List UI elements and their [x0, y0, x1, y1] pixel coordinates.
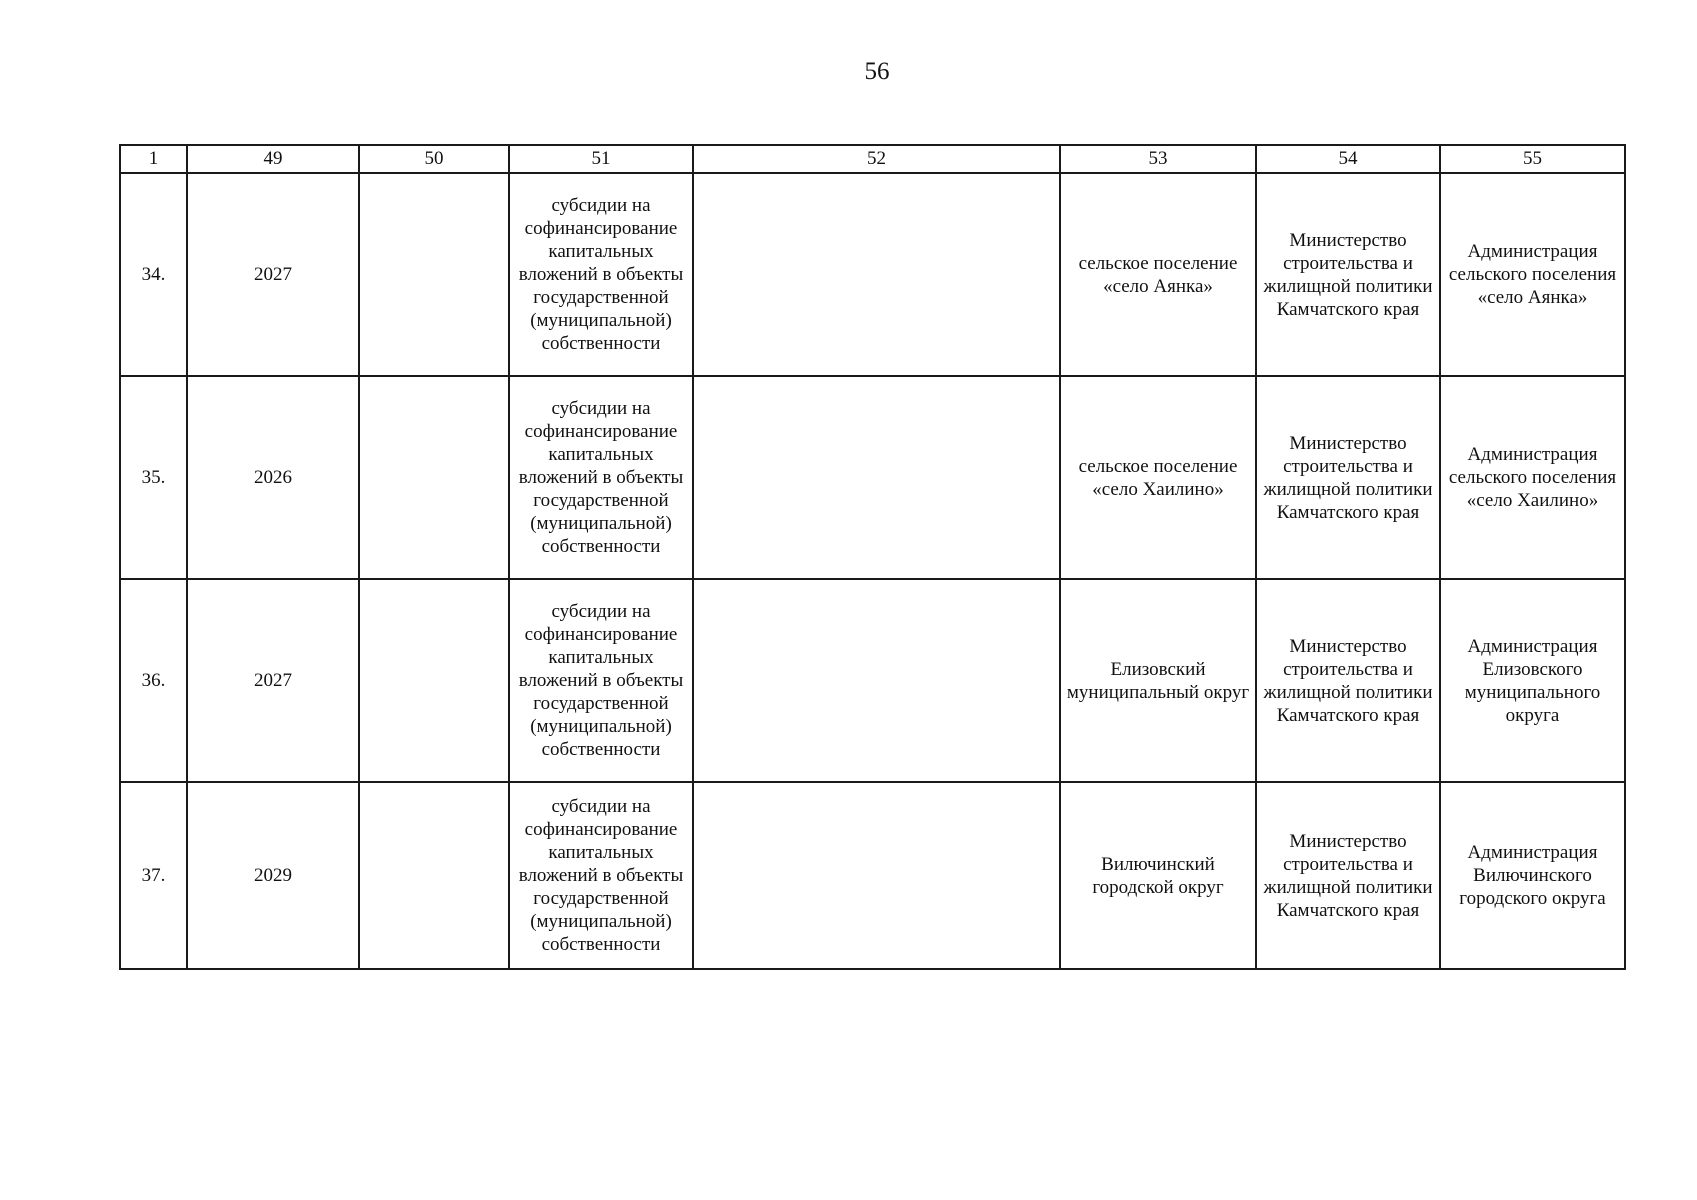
empty-cell [359, 579, 509, 782]
year-cell: 2026 [187, 376, 359, 579]
municipality-cell: Елизовский муниципальный округ [1060, 579, 1256, 782]
empty-cell [693, 579, 1060, 782]
subsidy-type-cell: субсидии на софинансирование капитальных вложений в объекты государственной (муниципальной) собственности [509, 376, 693, 579]
empty-cell [359, 376, 509, 579]
row-number-cell: 34. [120, 173, 187, 376]
column-header: 50 [359, 145, 509, 173]
subsidy-type-cell: субсидии на софинансирование капитальных вложений в объекты государственной (муниципальной) собственности [509, 173, 693, 376]
table-header-row [120, 145, 1625, 173]
subsidy-type-cell: субсидии на софинансирование капитальных вложений в объекты государственной (муниципальной) собственности [509, 579, 693, 782]
column-header: 55 [1440, 145, 1625, 173]
subsidy-type-cell: субсидии на софинансирование капитальных вложений в объекты государственной (муниципальной) собственности [509, 782, 693, 969]
year-cell: 2027 [187, 173, 359, 376]
table-row [120, 376, 1625, 579]
ministry-cell: Министерство строительства и жилищной политики Камчатского края [1256, 579, 1440, 782]
column-header: 54 [1256, 145, 1440, 173]
administration-cell: Администрация Вилючинского городского округа [1440, 782, 1625, 969]
municipality-cell: Вилючинский городской округ [1060, 782, 1256, 969]
administration-cell: Администрация сельского поселения «село Хаилино» [1440, 376, 1625, 579]
table-row [120, 579, 1625, 782]
column-header: 51 [509, 145, 693, 173]
ministry-cell: Министерство строительства и жилищной политики Камчатского края [1256, 376, 1440, 579]
row-number-cell: 35. [120, 376, 187, 579]
column-header: 52 [693, 145, 1060, 173]
row-number-cell: 37. [120, 782, 187, 969]
table-row [120, 782, 1625, 969]
municipality-cell: сельское поселение «село Хаилино» [1060, 376, 1256, 579]
table-row [120, 173, 1625, 376]
year-cell: 2027 [187, 579, 359, 782]
column-header: 49 [187, 145, 359, 173]
column-header: 53 [1060, 145, 1256, 173]
administration-cell: Администрация сельского поселения «село Аянка» [1440, 173, 1625, 376]
row-number-cell: 36. [120, 579, 187, 782]
empty-cell [693, 173, 1060, 376]
empty-cell [359, 173, 509, 376]
ministry-cell: Министерство строительства и жилищной политики Камчатского края [1256, 173, 1440, 376]
empty-cell [693, 376, 1060, 579]
empty-cell [693, 782, 1060, 969]
municipality-cell: сельское поселение «село Аянка» [1060, 173, 1256, 376]
page-number: 56 [864, 58, 890, 85]
year-cell: 2029 [187, 782, 359, 969]
column-header: 1 [120, 145, 187, 173]
ministry-cell: Министерство строительства и жилищной политики Камчатского края [1256, 782, 1440, 969]
administration-cell: Администрация Елизовского муниципального округа [1440, 579, 1625, 782]
empty-cell [359, 782, 509, 969]
data-table [119, 144, 1626, 970]
